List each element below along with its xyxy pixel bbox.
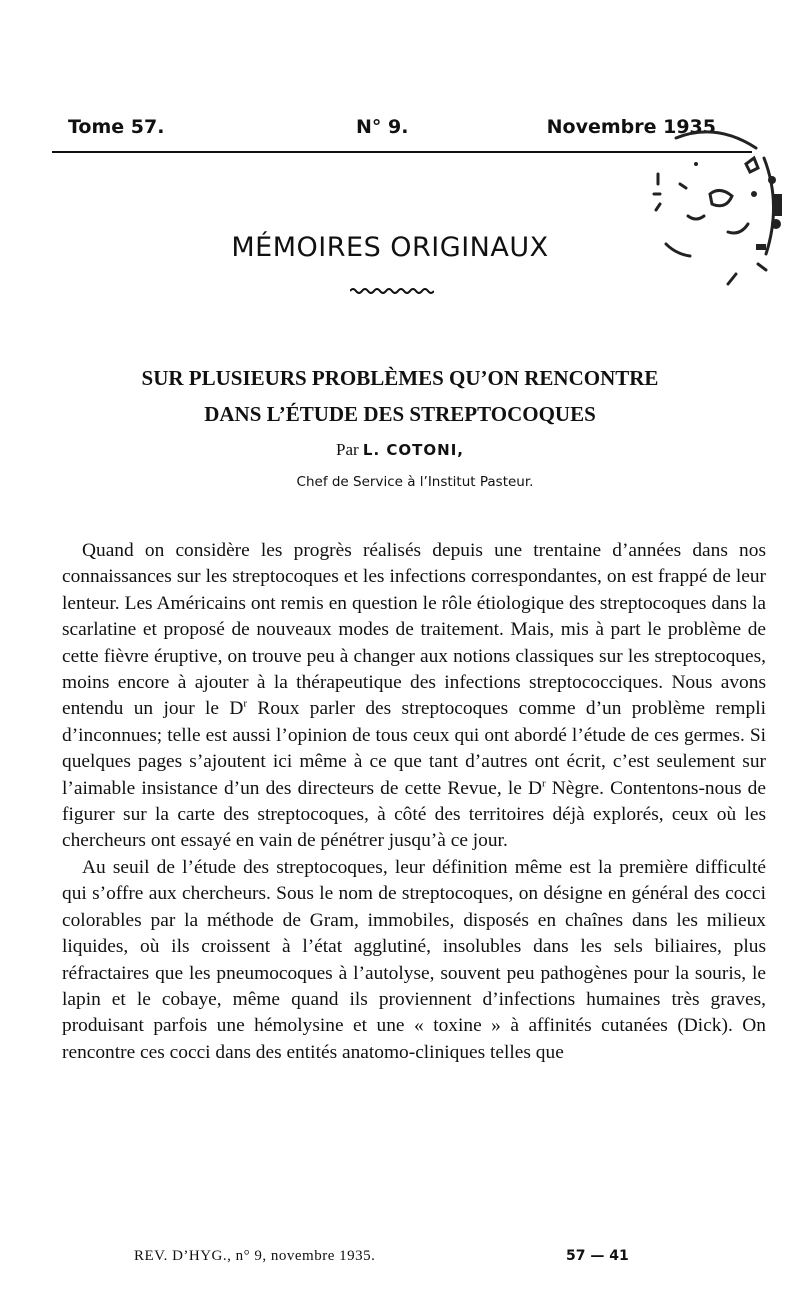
footer-page-number: 57 — 41 <box>566 1248 629 1264</box>
byline <box>0 440 800 460</box>
section-title: MÉMOIRES ORIGINAUX <box>231 232 549 263</box>
library-stamp-icon <box>636 124 786 304</box>
article-title <box>40 360 760 432</box>
author-name: L. COTONI, <box>362 441 464 459</box>
issue-date: Novembre 1935 <box>546 116 716 138</box>
article-body <box>62 538 766 1066</box>
paragraph-2: Au seuil de l’étude des streptocoques, leur définition même est la première difficulté qui s’offre aux chercheurs. Sous le nom de streptocoques, on désigne en général des cocci colorables par la méthode de Gram, immobiles, disposés en chaînes dans les milieux liquides, où ils croissent à l’état agglutiné, insolubles dans les sels biliaires, plus réfractaires que les pneumocoques à l’autolyse, souvent peu pathogènes pour la souris, le lapin et le cobaye, même quand ils proviennent d’infections humaines très graves, produisant parfois une hémolysine et une « toxine » à affinités cutanées (Dick). On rencontre ces cocci dans des entités anatomo-cliniques telles que <box>62 856 766 1063</box>
author-affiliation: Chef de Service à l’Institut Pasteur. <box>296 474 534 490</box>
paragraph-1 <box>62 538 766 855</box>
article-title-line-1: SUR PLUSIEURS PROBLÈMES QU’ON RENCONTRE <box>141 366 659 390</box>
superscript-dr-2: r <box>541 777 546 790</box>
page-footer <box>134 1248 694 1272</box>
article-title-line-2: DANS L’ÉTUDE DES STREPTOCOQUES <box>204 402 596 426</box>
superscript-dr-1: r <box>243 697 248 710</box>
issue-number: N° 9. <box>356 116 409 138</box>
paragraph-1-part-a: Quand on considère les progrès réalisés depuis une trentaine d’années dans nos connaissances sur les streptocoques et les infections correspondantes, on est frappé de leur lenteur. Les Américains ont remis en question le rôle étiologique des streptocoques dans la scarlatine et proposé de nouveaux modes de traitement. Mais, mis à part le problème de cette fièvre éruptive, on trouve peu à changer aux notions classiques sur les streptocoques, moins encore à ajouter à la thérapeutique des infections streptococciques. Nous avons entendu un jour le D <box>62 540 766 720</box>
footer-citation: REV. D’HYG., n° 9, novembre 1935. <box>134 1248 376 1264</box>
paragraph-1-part-b: Roux parler des streptocoques comme d’un problème rempli d’inconnues; telle est aussi l’opinion de tous ceux qui ont abordé l’étude de ces germes. Si quelques pages s’ajoutent ici même à ce que tant d’autres ont écrit, c’est seulement sur l’aimable insistance d’un des directeurs de cette Revue, le D <box>62 698 766 799</box>
paragraph-1-part-c: Nègre. Contentons-nous de figurer sur la carte des streptocoques, à côté des territoires déjà explorés, ceux où les chercheurs ont essayé en vain de pénétrer jusqu’à ce jour. <box>62 777 766 852</box>
byline-prefix: Par <box>336 440 363 459</box>
wavy-divider-icon <box>350 286 434 296</box>
volume-label: Tome 57. <box>68 116 165 138</box>
